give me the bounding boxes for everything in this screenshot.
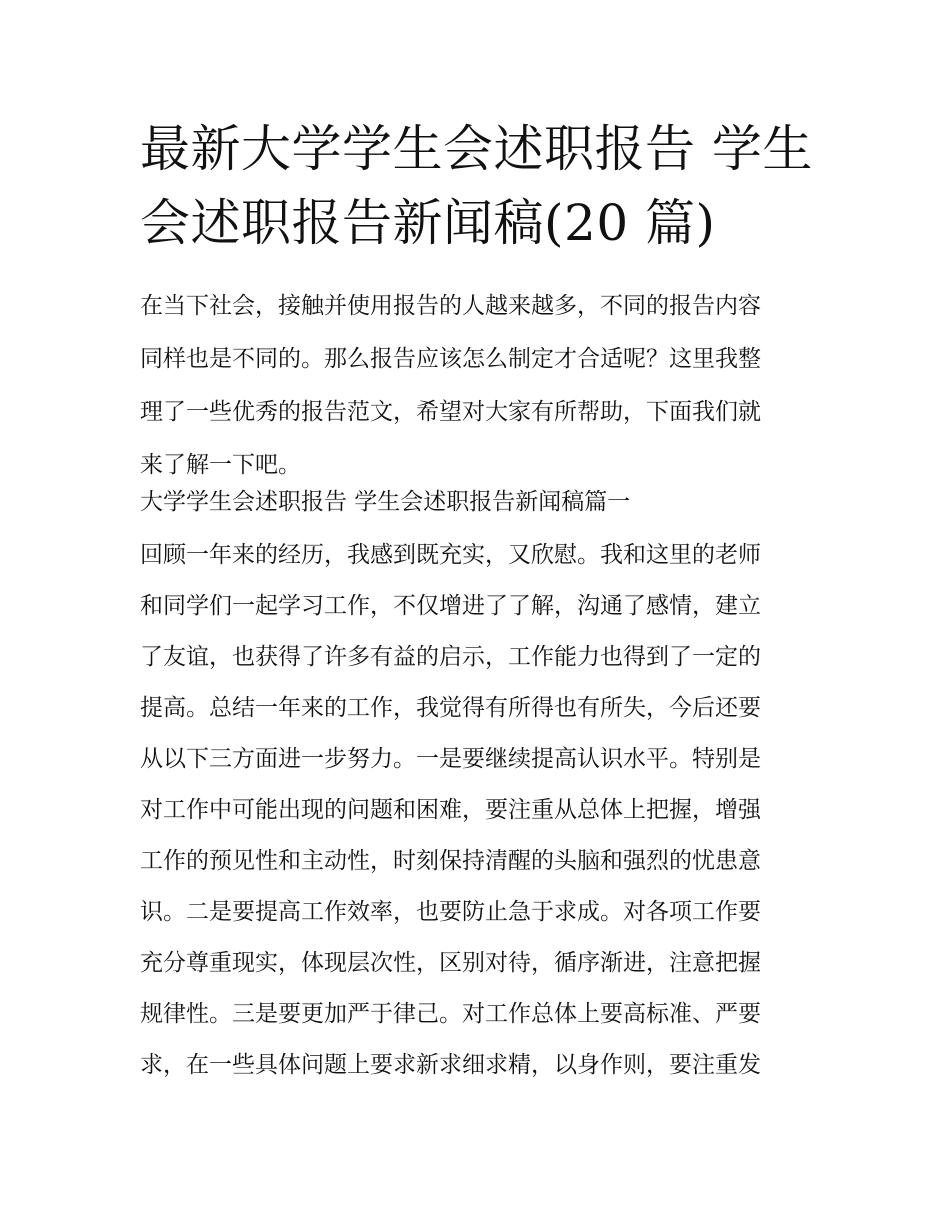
body-line: 回顾一年来的经历，我感到既充实，又欣慰。我和这里的老师 [140,542,761,568]
section-heading: 大学学生会述职报告 学生会述职报告新闻稿篇一 [140,489,631,515]
body-line: 了友谊，也获得了许多有益的启示，工作能力也得到了一定的 [140,644,761,670]
intro-line: 来了解一下吧。 [140,452,301,478]
intro-line: 理了一些优秀的报告范文，希望对大家有所帮助，下面我们就 [140,399,761,425]
body-line: 工作的预见性和主动性，时刻保持清醒的头脑和强烈的忧患意 [140,848,761,874]
body-line: 规律性。三是要更加严于律己。对工作总体上要高标准、严要 [140,1001,761,1027]
body-line: 对工作中可能出现的问题和困难，要注重从总体上把握，增强 [140,797,761,823]
intro-line: 在当下社会，接触并使用报告的人越来越多，不同的报告内容 [140,293,761,319]
body-line: 提高。总结一年来的工作，我觉得有所得也有所失，今后还要 [140,695,761,721]
body-paragraph [140,530,820,1091]
document-title [140,112,820,260]
body-line: 从以下三方面进一步努力。一是要继续提高认识水平。特别是 [140,746,761,772]
intro-line: 同样也是不同的。那么报告应该怎么制定才合适呢？这里我整 [140,346,761,372]
title-line: 会述职报告新闻稿(20 篇) [140,194,716,252]
body-line: 识。二是要提高工作效率，也要防止急于求成。对各项工作要 [140,899,761,925]
body-line: 求，在一些具体问题上要求新求细求精，以身作则，要注重发 [140,1052,761,1078]
title-line: 最新大学学生会述职报告 学生 [140,120,813,178]
intro-paragraph [140,280,820,492]
body-line: 和同学们一起学习工作，不仅增进了了解，沟通了感情，建立 [140,593,761,619]
body-line: 充分尊重现实，体现层次性，区别对待，循序渐进，注意把握 [140,950,761,976]
